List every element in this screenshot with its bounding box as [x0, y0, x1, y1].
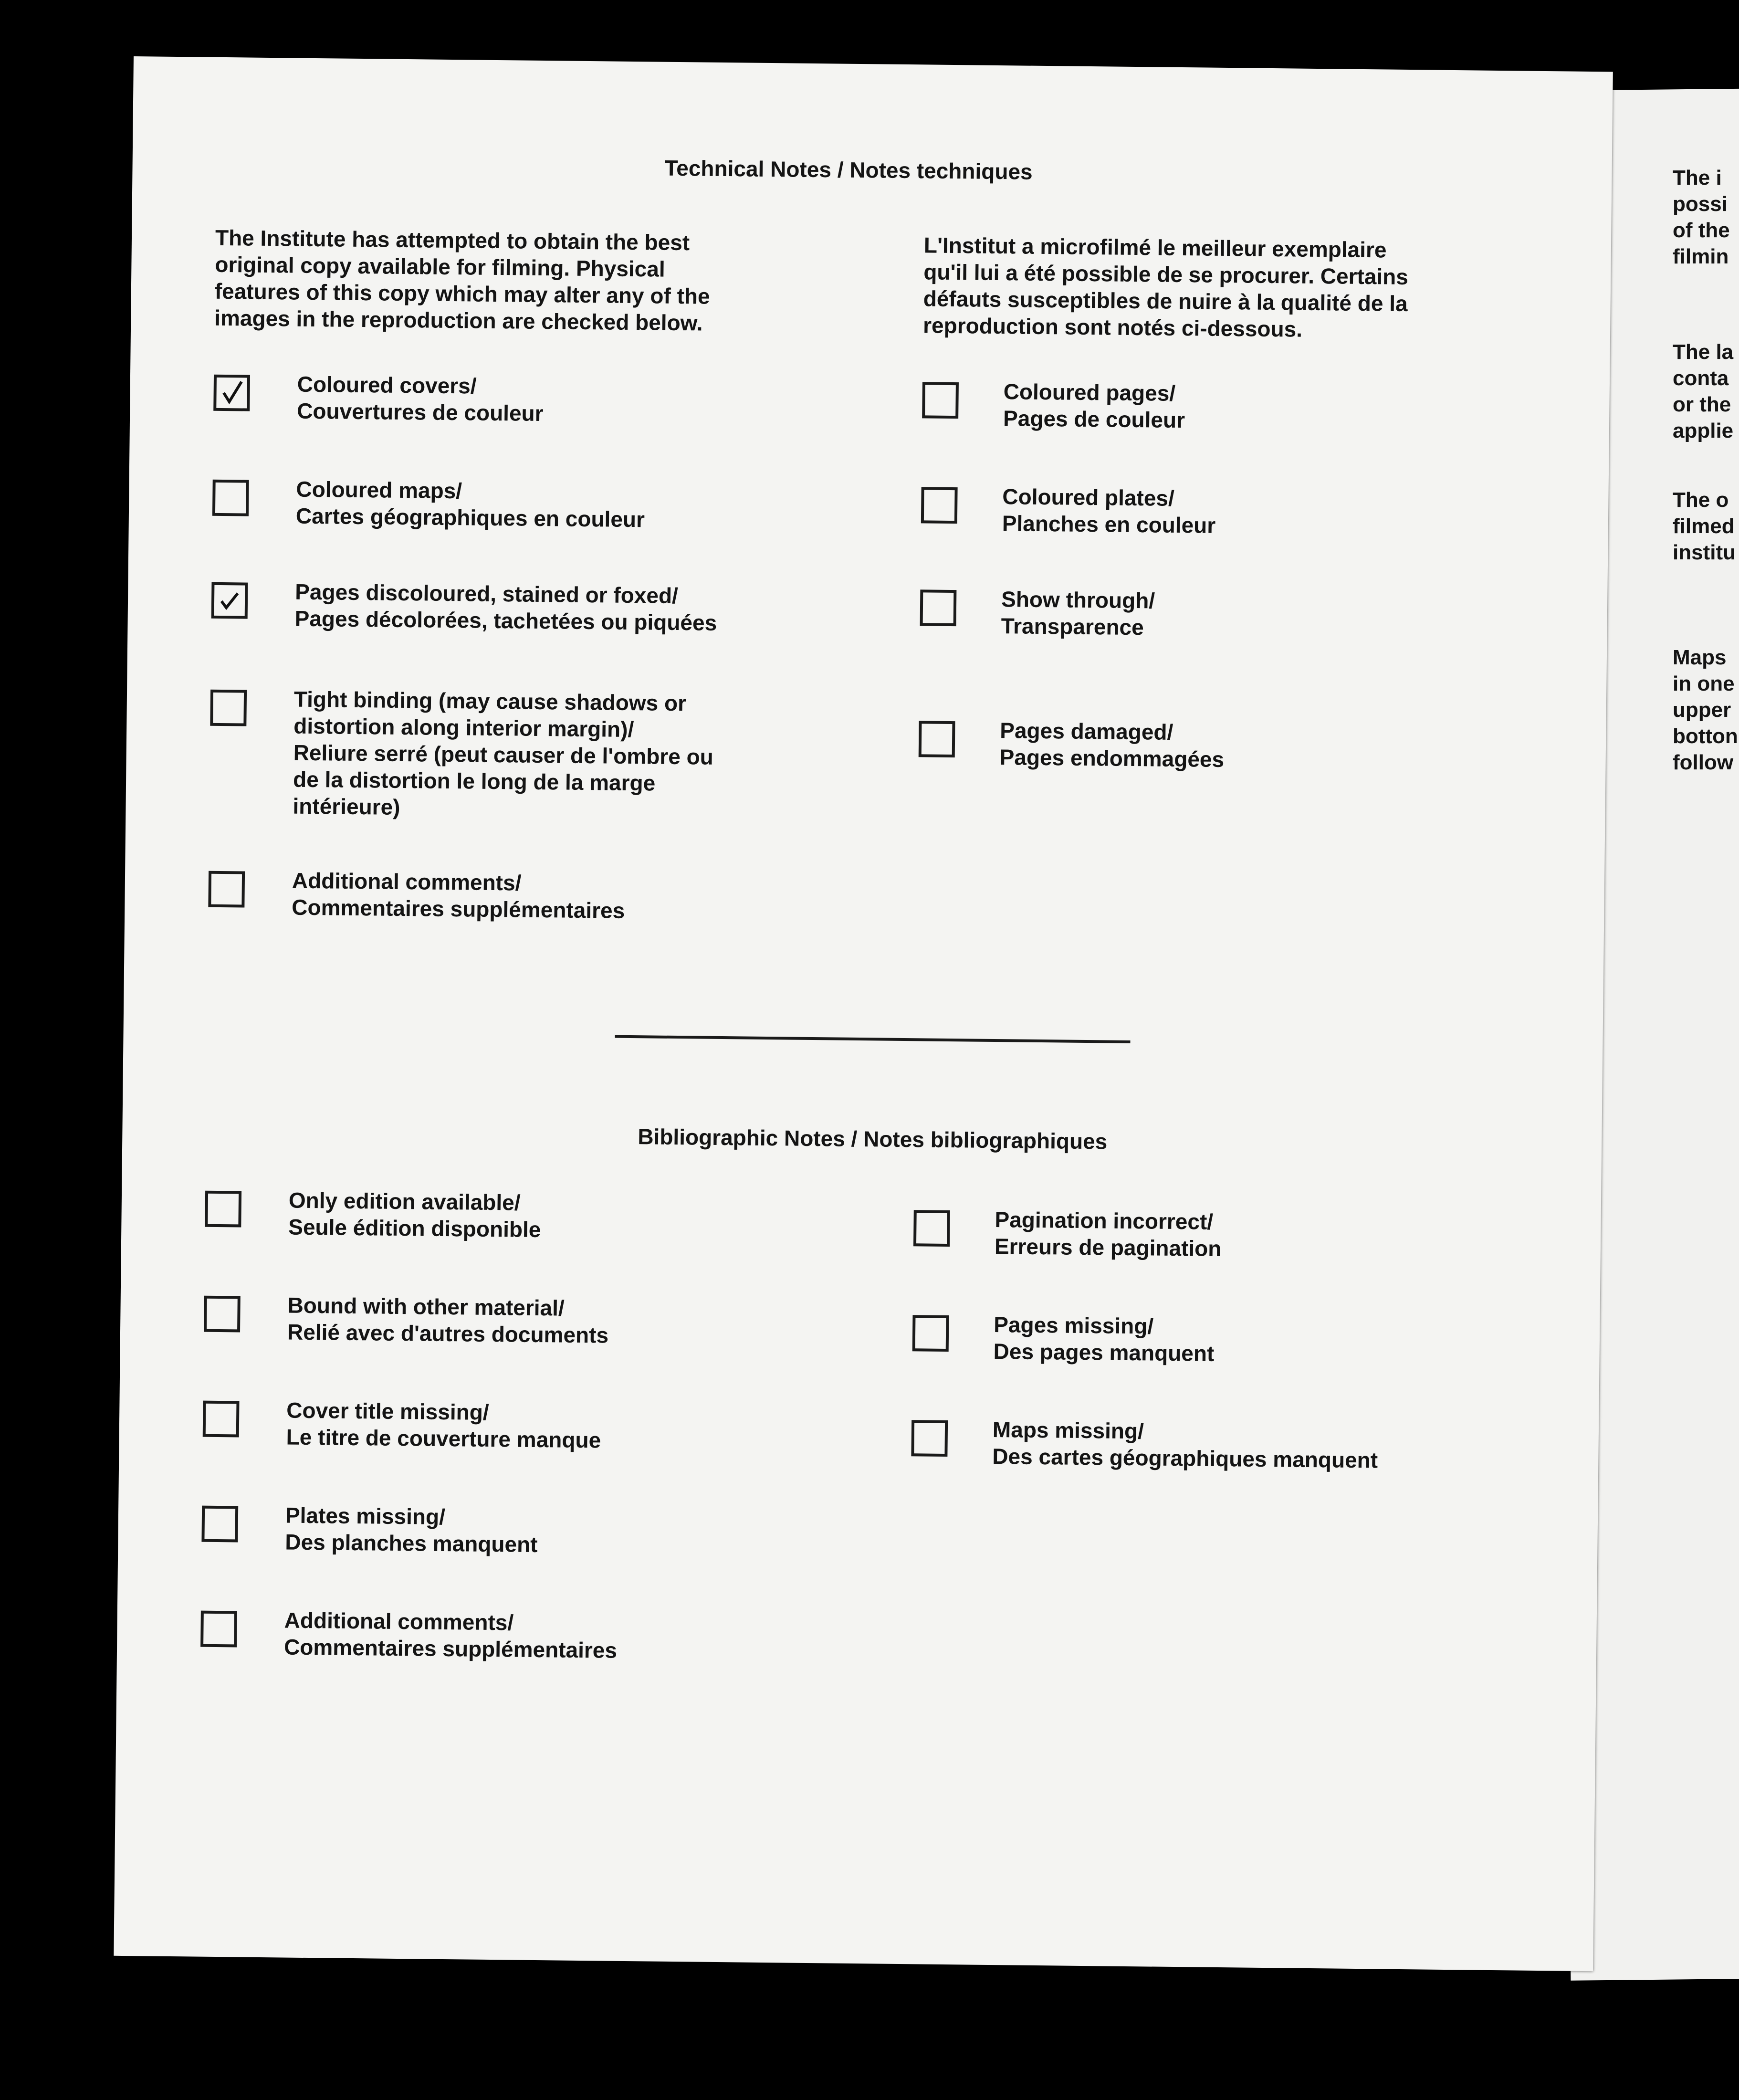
label-line: Additional comments/ [284, 1607, 514, 1635]
label-line: Coloured pages/ [1003, 379, 1176, 406]
fragment-line: in one [1673, 672, 1735, 695]
coloured-maps-checkbox[interactable] [212, 480, 249, 516]
label-line: Pages discoloured, stained or foxed/ [295, 579, 679, 609]
label-line: Couvertures de couleur [296, 398, 544, 426]
tight-binding-checkbox[interactable] [210, 690, 247, 726]
label-line: Relié avec d'autres documents [287, 1319, 609, 1348]
coloured-covers-label [297, 371, 544, 427]
label-line: Pagination incorrect/ [995, 1207, 1214, 1234]
label-line: Coloured covers/ [297, 371, 477, 399]
pages-discoloured-checkbox[interactable] [211, 582, 248, 619]
maps-missing-checkbox[interactable] [911, 1420, 948, 1457]
next-page-paragraph-3 [1673, 487, 1736, 566]
label-line: Planches en couleur [1002, 511, 1216, 538]
cover-title-missing-label [286, 1397, 601, 1454]
fragment-line: applie [1673, 419, 1734, 442]
show-through-checkbox[interactable] [920, 589, 957, 626]
coloured-plates-checkbox[interactable] [921, 487, 958, 524]
checkmark-icon [216, 378, 247, 409]
only-edition-label [288, 1187, 541, 1243]
label-line: Show through/ [1001, 587, 1155, 613]
pages-damaged-label [999, 717, 1225, 773]
intro-line: reproduction sont notés ci-dessous. [922, 313, 1303, 342]
label-line: Pages missing/ [994, 1312, 1154, 1339]
label-line: Cartes géographiques en couleur [295, 503, 645, 532]
fragment-line: possi [1673, 192, 1728, 216]
pagination-incorrect-label [995, 1206, 1222, 1262]
label-line: Pages de couleur [1003, 406, 1185, 433]
fragment-line: of the [1673, 219, 1730, 242]
label-line: Coloured plates/ [1002, 484, 1175, 511]
label-line: Maps missing/ [992, 1417, 1144, 1444]
fragment-line: Maps [1673, 646, 1727, 669]
label-line: Reliure serré (peut causer de l'ombre ou [293, 740, 714, 769]
fragment-line: The i [1673, 166, 1722, 189]
technical-notes-page [114, 56, 1613, 1971]
label-line: de la distortion le long de la marge [293, 766, 656, 796]
plates-missing-checkbox[interactable] [201, 1506, 238, 1543]
additional-comments-bibliographic-checkbox[interactable] [200, 1611, 237, 1648]
next-page-paragraph-2 [1673, 339, 1733, 444]
pages-missing-label [993, 1311, 1215, 1367]
maps-missing-label [992, 1416, 1378, 1473]
label-line: Cover title missing/ [286, 1397, 489, 1425]
intro-line: features of this copy which may alter any of the [214, 278, 710, 309]
plates-missing-label [285, 1502, 538, 1558]
label-line: Coloured maps/ [296, 476, 462, 504]
coloured-covers-checkbox[interactable] [213, 375, 250, 411]
pages-missing-checkbox[interactable] [912, 1315, 949, 1352]
fragment-line: filmin [1673, 245, 1729, 268]
intro-english [214, 224, 711, 336]
technical-notes-heading: Technical Notes / Notes techniques [664, 155, 1033, 184]
intro-line: qu'il lui a été possible de se procurer. Certains [923, 259, 1409, 289]
bound-with-label [287, 1292, 609, 1349]
cover-title-missing-checkbox[interactable] [203, 1401, 240, 1438]
checkmark-icon [214, 585, 245, 616]
label-line: Transparence [1001, 613, 1144, 640]
label-line: distortion along interior margin)/ [293, 713, 634, 742]
show-through-label [1001, 586, 1155, 640]
label-line: Commentaires supplémentaires [292, 894, 625, 923]
label-line: Des planches manquent [285, 1529, 538, 1557]
intro-line: L'Institut a microfilmé le meilleur exemplaire [923, 232, 1387, 262]
fragment-line: institu [1673, 541, 1736, 564]
fragment-line: follow [1673, 751, 1734, 774]
pages-damaged-checkbox[interactable] [919, 721, 955, 757]
section-divider [615, 1035, 1131, 1043]
fragment-line: upper [1673, 698, 1731, 722]
label-line: Commentaires supplémentaires [283, 1634, 618, 1663]
pagination-incorrect-checkbox[interactable] [913, 1210, 950, 1247]
pages-discoloured-label [294, 578, 717, 636]
coloured-pages-checkbox[interactable] [922, 382, 959, 419]
label-line: Tight binding (may cause shadows or [293, 686, 687, 716]
additional-comments-technical-checkbox[interactable] [208, 871, 245, 908]
additional-comments-technical-label [292, 867, 625, 924]
label-line: intérieure) [293, 793, 400, 819]
next-page-paragraph-1 [1673, 165, 1730, 270]
fragment-line: The la [1673, 340, 1734, 364]
additional-comments-bibliographic-label [284, 1606, 618, 1663]
bound-with-checkbox[interactable] [204, 1296, 241, 1333]
intro-line: The Institute has attempted to obtain the best [215, 225, 690, 255]
coloured-pages-label [1003, 378, 1185, 433]
label-line: Pages décolorées, tachetées ou piquées [294, 606, 717, 635]
coloured-maps-label [296, 476, 645, 533]
label-line: Bound with other material/ [287, 1292, 565, 1321]
coloured-plates-label [1002, 483, 1216, 539]
intro-french [923, 231, 1409, 344]
tight-binding-label [293, 686, 714, 824]
label-line: Des cartes géographiques manquent [992, 1444, 1378, 1473]
label-line: Pages damaged/ [1000, 718, 1173, 745]
bibliographic-notes-heading: Bibliographic Notes / Notes bibliographiques [638, 1124, 1108, 1154]
fragment-line: or the [1673, 393, 1731, 416]
only-edition-checkbox[interactable] [205, 1191, 241, 1228]
label-line: Only edition available/ [288, 1187, 521, 1215]
label-line: Le titre de couverture manque [286, 1424, 601, 1453]
intro-line: images in the reproduction are checked below. [214, 305, 703, 336]
intro-line: défauts susceptibles de nuire à la qualité de la [923, 286, 1408, 316]
label-line: Pages endommagées [999, 745, 1225, 772]
label-line: Additional comments/ [292, 868, 522, 895]
intro-line: original copy available for filming. Physical [215, 252, 665, 282]
label-line: Seule édition disponible [288, 1214, 541, 1242]
label-line: Des pages manquent [993, 1339, 1215, 1366]
next-page-paragraph-4 [1673, 644, 1738, 776]
fragment-line: conta [1673, 367, 1729, 390]
label-line: Erreurs de pagination [994, 1234, 1222, 1261]
fragment-line: botton [1673, 724, 1738, 748]
label-line: Plates missing/ [285, 1502, 446, 1530]
fragment-line: The o [1673, 488, 1729, 512]
fragment-line: filmed [1673, 514, 1735, 538]
